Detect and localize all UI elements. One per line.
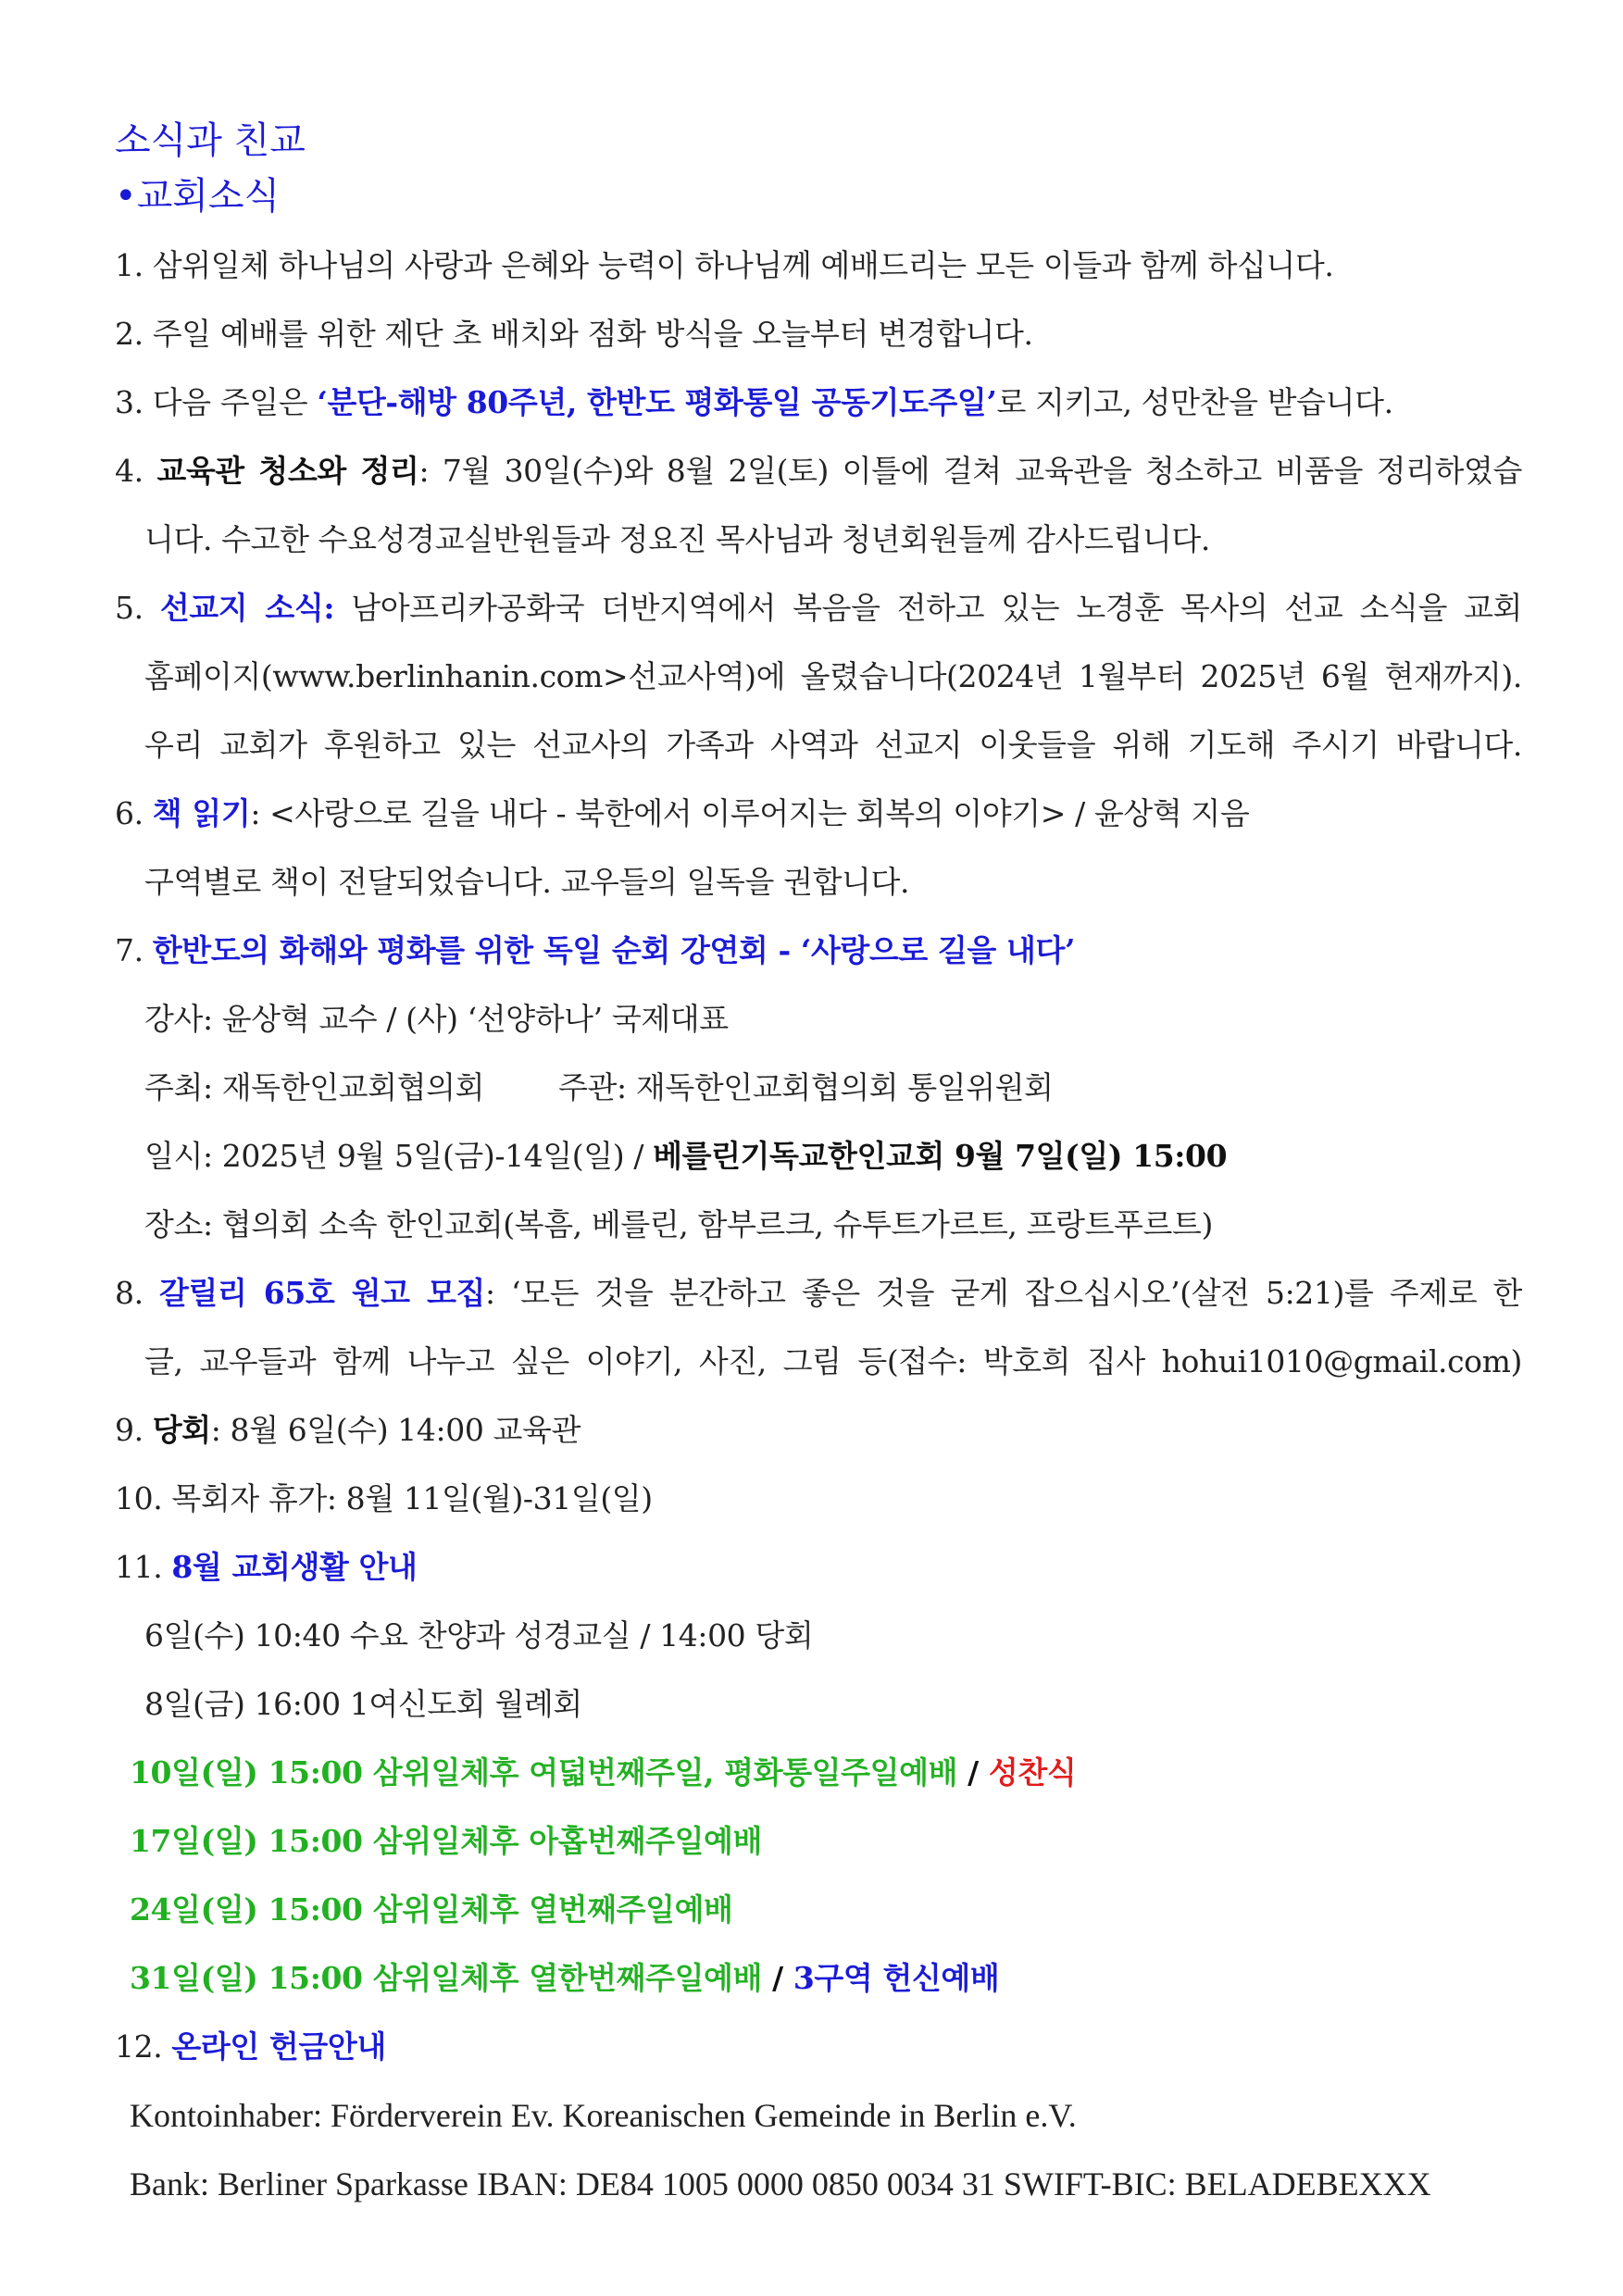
news-item-12-label: 온라인 헌금안내 <box>171 2028 386 2065</box>
news-item-8-line-1 <box>115 1259 1522 1328</box>
schedule-item-sunday: 17일(일) 15:00 삼위일체후 아홉번째주일예배 <box>130 1823 763 1859</box>
news-item-4-line-2: 니다. 수고한 수요성경교실반원들과 정요진 목사님과 청년회원들께 감사드립니다. <box>144 521 1210 557</box>
news-item-7-number: 7. <box>115 932 153 968</box>
news-item-9-number: 9. <box>115 1412 153 1448</box>
news-item-5-line-3: 우리 교회가 후원하고 있는 선교사의 가족과 사역과 선교지 이웃들을 위해 기도해 주시기 바랍니다. <box>144 727 1522 763</box>
schedule-item-sunday <box>115 1739 1522 1807</box>
news-item-6-text: : <사랑으로 길을 내다 - 북한에서 이루어지는 회복의 이야기> / 윤상혁 지음 <box>250 795 1250 831</box>
news-item-4-label: 교육관 청소와 정리 <box>156 453 419 489</box>
news-item-5-line-2: 홈페이지(www.berlinhanin.com>선교사역)에 올렸습니다(2024년 1월부터 2025년 6월 현재까지). <box>144 658 1522 694</box>
section-title: 소식과 친교 <box>115 119 306 162</box>
lecture-organizer: 주관: 재독한인교회협의회 통일위원회 <box>558 1069 1054 1105</box>
news-item-3-suffix: 로 지키고, 성만찬을 받습니다. <box>996 384 1393 420</box>
lecture-date-line <box>115 1122 1522 1191</box>
news-item-11-number: 11. <box>115 1549 172 1585</box>
news-item-7-title-line <box>115 917 1522 985</box>
news-item-3 <box>115 368 1522 437</box>
news-item-4-number: 4. <box>115 453 157 489</box>
schedule-service: 10일(일) 15:00 삼위일체후 여덟번째주일, 평화통일주일예배 <box>130 1754 958 1791</box>
news-item-5-label: 선교지 소식: <box>159 590 335 626</box>
schedule-separator: / <box>762 1960 793 1996</box>
news-item-5-text: 남아프리카공화국 더반지역에서 복음을 전하고 있는 노경훈 목사의 선교 소식을 교회 <box>334 590 1522 626</box>
news-item-8-label: 갈릴리 65호 원고 모집 <box>159 1275 485 1311</box>
schedule-separator: / <box>957 1754 989 1791</box>
news-item-3-highlight: ‘분단-해방 80주년, 한반도 평화통일 공동기도주일’ <box>317 384 997 420</box>
schedule-service: 31일(일) 15:00 삼위일체후 열한번째주일예배 <box>130 1960 763 1996</box>
news-item-8-text: : ‘모든 것을 분간하고 좋은 것을 굳게 잡으십시오’(살전 5:21)를 주제로 한 <box>484 1275 1522 1311</box>
news-item-6-line-2: 구역별로 책이 전달되었습니다. 교우들의 일독을 권합니다. <box>144 864 910 900</box>
news-item-8-line-2: 글, 교우들과 함께 나누고 싶은 이야기, 사진, 그림 등(접수: 박호희 집사 hohui1010@gmail.com) <box>144 1343 1522 1379</box>
schedule-item: 6일(수) 10:40 수요 찬양과 성경교실 / 14:00 당회 <box>144 1617 814 1653</box>
lecture-speaker: 강사: 윤상혁 교수 / (사) ‘선양하나’ 국제대표 <box>144 1001 729 1037</box>
news-item-5-line-1 <box>115 574 1522 643</box>
church-news-page <box>115 119 1522 2218</box>
lecture-host-line <box>115 1054 1522 1122</box>
news-item-1: 1. 삼위일체 하나님의 사랑과 은혜와 능력이 하나님께 예배드리는 모든 이들과 함께 하십니다. <box>115 247 1334 283</box>
news-item-6-line-1 <box>115 780 1522 848</box>
news-item-3-prefix: 3. 다음 주일은 <box>115 384 318 420</box>
news-item-7-title: 한반도의 화해와 평화를 위한 독일 순회 강연회 - ‘사랑으로 길을 내다’ <box>152 932 1076 968</box>
schedule-dedication: 3구역 헌신예배 <box>793 1960 1000 1996</box>
news-item-9 <box>115 1396 1522 1465</box>
schedule-item-sunday <box>115 1944 1522 2013</box>
account-holder: Kontoinhaber: Förderverein Ev. Koreanischen Gemeinde in Berlin e.V. <box>130 2097 1077 2134</box>
lecture-host: 주최: 재독한인교회협의회 <box>144 1069 485 1105</box>
news-item-12-number: 12. <box>115 2028 172 2065</box>
news-item-5-number: 5. <box>115 590 160 626</box>
schedule-item: 8일(금) 16:00 1여신도회 월례회 <box>144 1686 582 1722</box>
news-item-12-title-line <box>115 2013 1522 2081</box>
news-item-8-number: 8. <box>115 1275 160 1311</box>
news-item-9-text: : 8월 6일(수) 14:00 교육관 <box>210 1412 581 1448</box>
news-item-4-text: : 7월 30일(수)와 8월 2일(토) 이틀에 걸쳐 교육관을 청소하고 비품을 정리하였습 <box>418 453 1522 489</box>
news-item-6-number: 6. <box>115 795 153 831</box>
lecture-berlin-date: 베를린기독교한인교회 9월 7일(일) 15:00 <box>653 1138 1228 1174</box>
schedule-item-sunday: 24일(일) 15:00 삼위일체후 열번째주일예배 <box>130 1891 733 1928</box>
news-item-11-title-line <box>115 1533 1522 1602</box>
section-subtitle: •교회소식 <box>115 175 281 218</box>
news-item-6-label: 책 읽기 <box>152 795 251 831</box>
bank-details: Bank: Berliner Sparkasse IBAN: DE84 1005 0000 0850 0034 31 SWIFT-BIC: BELADEBEXXX <box>130 2165 1431 2202</box>
schedule-communion: 성찬식 <box>988 1754 1077 1791</box>
news-item-10: 10. 목회자 휴가: 8월 11일(월)-31일(일) <box>115 1480 653 1516</box>
news-item-9-label: 당회 <box>152 1412 211 1448</box>
news-item-11-label: 8월 교회생활 안내 <box>171 1549 418 1585</box>
lecture-place: 장소: 협의회 소속 한인교회(복흠, 베를린, 함부르크, 슈투트가르트, 프랑트푸르트) <box>144 1206 1213 1242</box>
news-item-4-line-1 <box>115 437 1522 505</box>
lecture-date: 일시: 2025년 9월 5일(금)-14일(일) / <box>144 1138 654 1174</box>
news-item-2: 2. 주일 예배를 위한 제단 초 배치와 점화 방식을 오늘부터 변경합니다. <box>115 316 1033 352</box>
